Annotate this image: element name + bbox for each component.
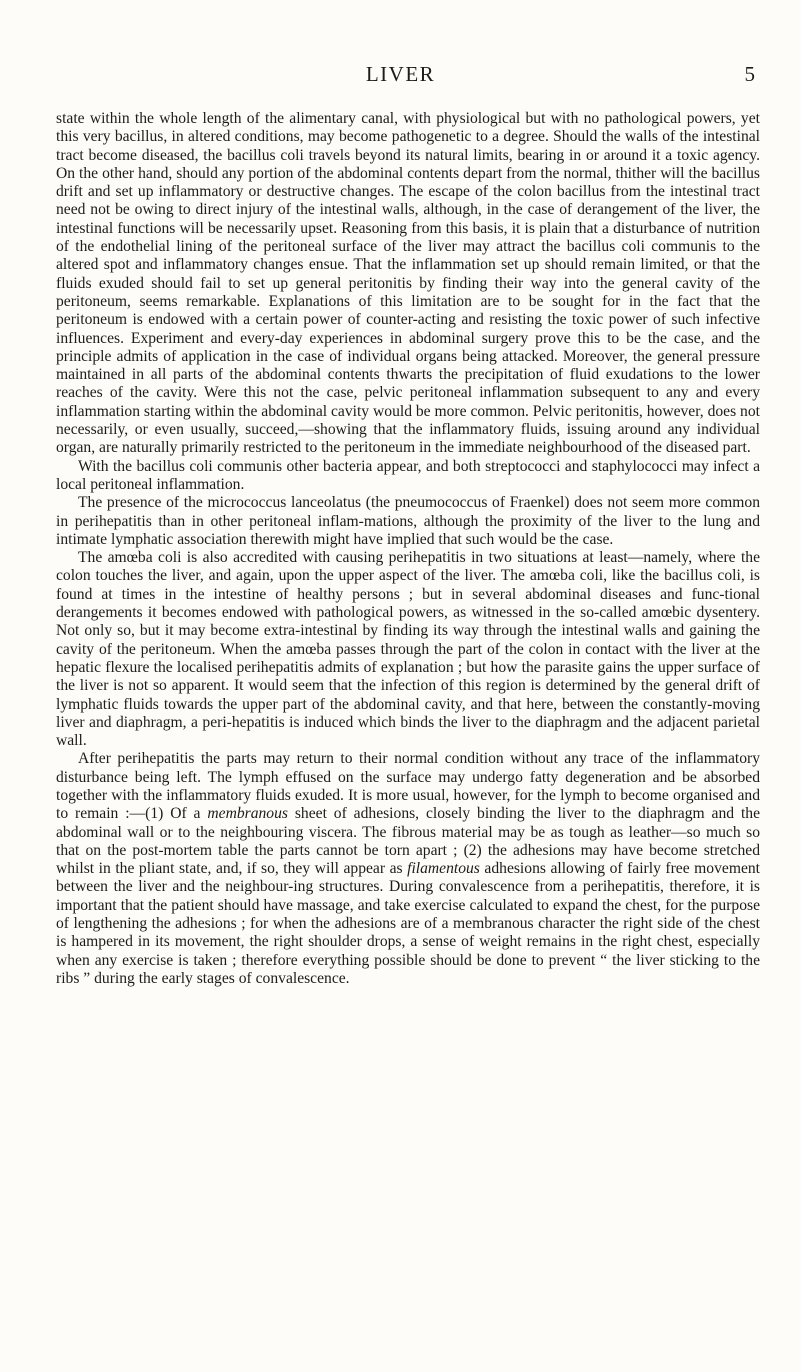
italic-term: membranous [207, 805, 288, 823]
text-run: The amœba coli is also accredited with causing perihepatitis in two situations at least—namely, where the colon touches the liver, and again, upon the upper aspect of the liver. The amœba coli, like the bacillus coli, is found at times in the intestine of healthy persons ; but in several abdominal diseases and func-tional derangements it becomes endowed with pathological powers, as witnessed in the so-called amœbic dysentery. Not only so, but it may become extra-intestinal by finding its way through the intestinal walls and gaining the cavity of the peritoneum. When the amœba passes through the part of the colon in contact with the liver at the hepatic flexure the localised perihepatitis admits of explanation ; but how the parasite gains the upper surface of the liver is not so apparent. It would seem that the infection of this region is determined by the general drift of lymphatic fluids towards the upper part of the abdominal cavity, and that here, between the constantly-moving liver and diaphragm, a peri-hepatitis is induced which binds the liver to the diaphragm and the adjacent parietal wall. [56, 549, 760, 750]
italic-term: filamentous [407, 860, 480, 878]
page-header [0, 62, 801, 90]
paragraph [56, 494, 760, 549]
paragraph [56, 110, 760, 458]
body-text [56, 110, 760, 988]
text-run: With the bacillus coli communis other bacteria appear, and both streptococci and staphylococci may infect a local peritoneal inflammation. [56, 457, 760, 493]
paragraph [56, 458, 760, 495]
text-run: The presence of the micrococcus lanceolatus (the pneumococcus of Fraenkel) does not seem more common in perihepatitis than in other peritoneal inflam-mations, although the proximity of the liver to the lung and intimate lymphatic association therewith might have implied that such would be the case. [56, 494, 760, 548]
text-run: adhesions allowing of fairly free movement between the liver and the neighbour-ing structures. During convalescence from a perihepatitis, therefore, it is important that the patient should have massage, and take exercise calculated to expand the chest, for the purpose of lengthening the adhesions ; for when the adhesions are of a membranous character the right side of the chest is hampered in its movement, the right shoulder drops, a sense of weight remains in the right chest, especially when any exercise is taken ; therefore everything possible should be done to prevent “ the liver sticking to the ribs ” during the early stages of convalescence. [56, 860, 761, 987]
page-number: 5 [744, 62, 755, 86]
text-run: state within the whole length of the alimentary canal, with physiological but with no pathological powers, yet this very bacillus, in altered conditions, may become pathogenetic to a degree. Should the walls of the intestinal tract become diseased, the bacillus coli travels beyond its natural limits, bearing in or around it a toxic agency. On the other hand, should any portion of the abdominal contents depart from the normal, thither will the bacillus drift and set up inflammatory or destructive changes. The escape of the colon bacillus from the intestinal tract need not be owing to direct injury of the intestinal walls, although, in the case of derangement of the liver, the intestinal functions will be necessarily upset. Reasoning from this basis, it is plain that a disturbance of nutrition of the endothelial lining of the peritoneal surface of the liver may attract the bacillus coli communis to the altered spot and inflammatory changes ensue. That the inflammation set up should remain limited, or that the fluids exuded should fail to set up general peritonitis by finding their way into the general cavity of the peritoneum, seems remarkable. Explanations of this limitation are to be sought for in the fact that the peritoneum is endowed with a certain power of counter-acting and resisting the toxic power of such infective influences. Experiment and every-day experiences in abdominal surgery prove this to be the case, and the principle admits of application in the case of individual organs being attacked. Moreover, the general pressure maintained in all parts of the abdominal contents thwarts the precipitation of fluid exudations to the lower reaches of the cavity. Were this not the case, pelvic peritoneal inflammation subsequent to any and every inflammation starting within the abdominal cavity would be more common. Pelvic peritonitis, however, does not necessarily, or even usually, succeed,—showing that the inflammatory fluids, issuing around any individual organ, are naturally primarily restricted to the peritoneum in the immediate neighbourhood of the diseased part. [56, 110, 760, 457]
paragraph [56, 750, 760, 988]
text-run: After perihepatitis the parts may return to their normal condition without any trace of the inflammatory disturbance being left. The lymph effused on the surface may undergo fatty degeneration and be absorbed together with the inflammatory fluids exuded. It is more usual, however, for the lymph to become organised and to remain :—(1) Of a [56, 750, 760, 823]
text-run: sheet of adhesions, closely binding the liver to the diaphragm and the abdominal wall or to the neighbouring viscera. The fibrous material may be as tough as leather—so much so that on the post-mortem table the parts cannot be torn apart ; (2) the adhesions may have become stretched whilst in the pliant state, and, if so, they will appear as [56, 805, 760, 878]
running-head: LIVER [365, 62, 436, 86]
paragraph [56, 549, 760, 750]
